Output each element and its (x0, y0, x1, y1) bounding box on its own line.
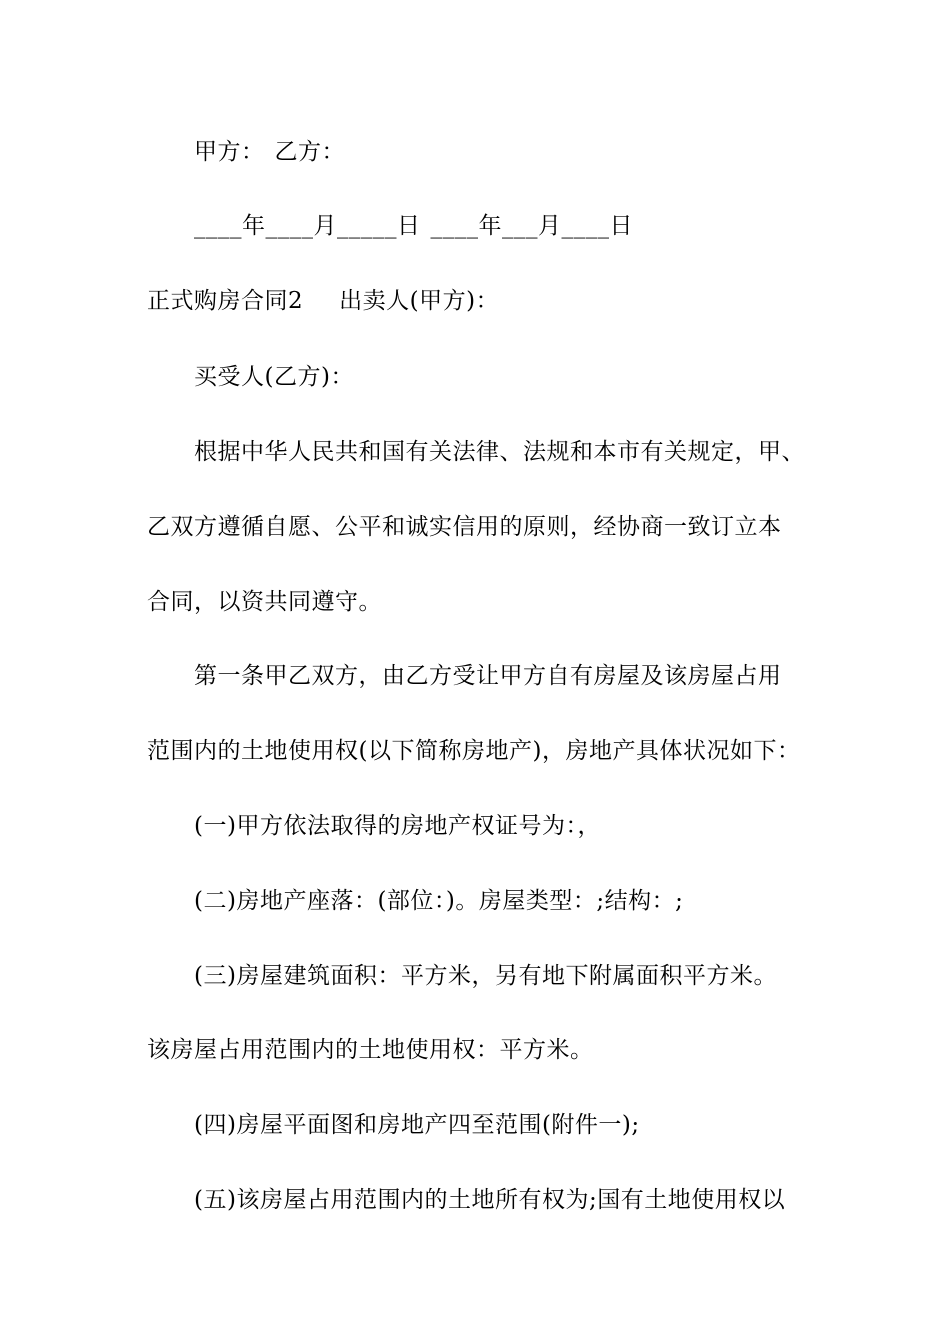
seller-label: 出卖人(甲方)： (339, 288, 500, 314)
clause-item-1: (一)甲方依法取得的房地产权证号为：， (194, 813, 601, 839)
buyer-line (194, 362, 354, 392)
article-one-line: 第一条甲乙双方，由乙方受让甲方自有房屋及该房屋占用 (194, 663, 782, 689)
date-party-b: ____年___月____日 (430, 213, 633, 239)
contract-title: 正式购房合同2 (147, 288, 304, 314)
signature-line (194, 137, 345, 167)
clause-item-4: (四)房屋平面图和房地产四至范围(附件一); (194, 1112, 640, 1138)
paragraph-line: 该房屋占用范围内的土地使用权：平方米。 (147, 1037, 594, 1063)
contract-heading-line (147, 286, 499, 316)
buyer-label: 买受人(乙方)： (194, 364, 354, 390)
paragraph-line: 根据中华人民共和国有关法律、法规和本市有关规定，甲、 (194, 439, 805, 465)
clause-item-5: (五)该房屋占用范围内的土地所有权为;国有土地使用权以 (194, 1187, 786, 1213)
date-party-a: ____年____月_____日 (194, 213, 421, 239)
clause-item-2: (二)房地产座落：(部位：)。房屋类型：;结构：; (194, 888, 684, 914)
date-line (194, 211, 633, 241)
party-a-label: 甲方： (194, 139, 265, 165)
paragraph-line: 合同，以资共同遵守。 (147, 589, 382, 615)
clause-item-3: (三)房屋建筑面积：平方米，另有地下附属面积平方米。 (194, 963, 777, 989)
paragraph-line: 范围内的土地使用权(以下简称房地产)，房地产具体状况如下： (147, 738, 801, 764)
paragraph-line: 乙双方遵循自愿、公平和诚实信用的原则，经协商一致订立本 (147, 514, 782, 540)
party-b-label: 乙方： (274, 139, 345, 165)
